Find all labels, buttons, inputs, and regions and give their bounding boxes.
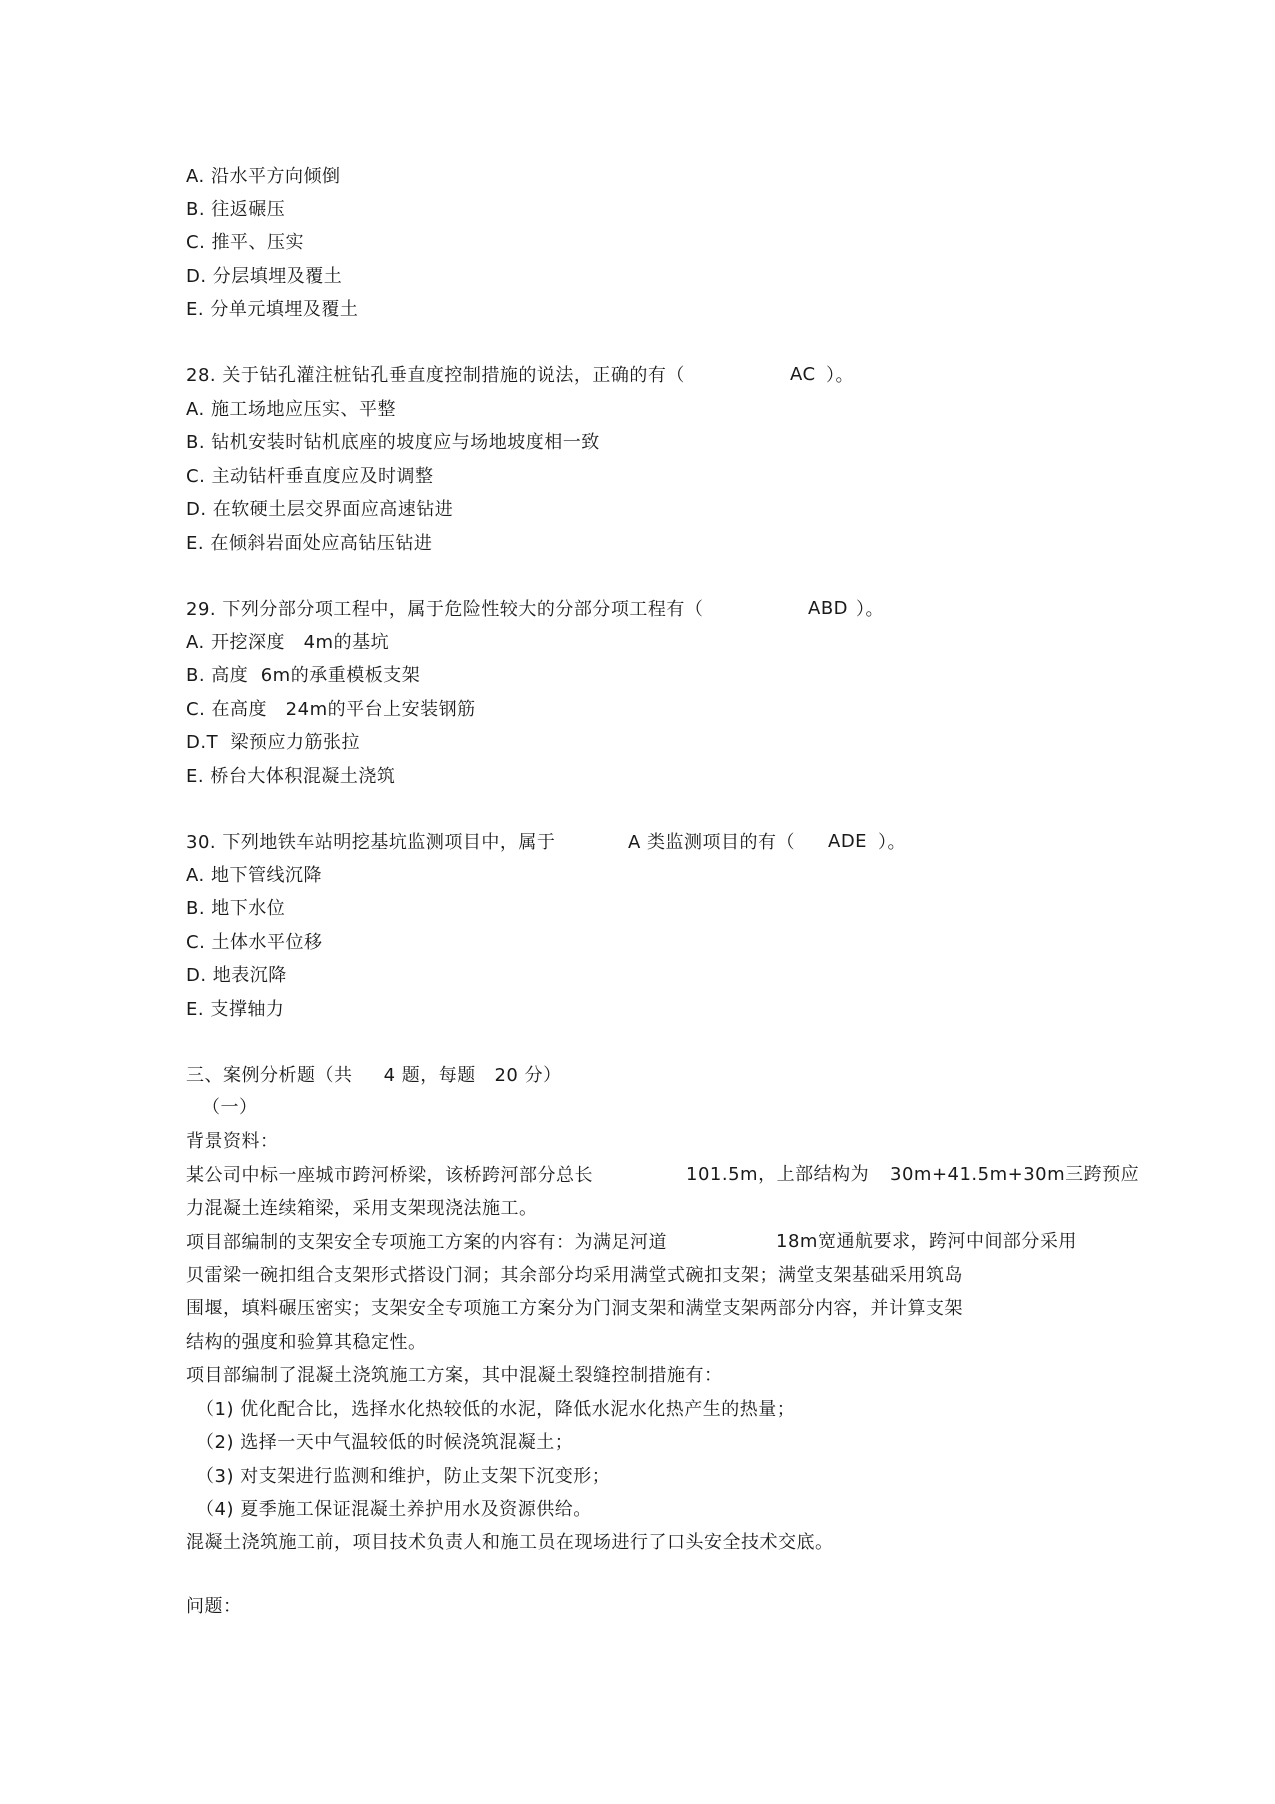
case-text-line: 围堰，填料碾压密实；支架安全专项施工方案分为门洞支架和满堂支架两部分内容，并计算支架: [186, 1298, 963, 1319]
q28-stem: 28. 关于钻孔灌注桩钻孔垂直度控制措施的说法，正确的有（: [186, 365, 685, 386]
q28-option-e: E. 在倾斜岩面处应高钻压钻进: [186, 533, 433, 554]
q28-option-c: C. 主动钻杆垂直度应及时调整: [186, 466, 434, 487]
case-text-line: （3) 对支架进行监测和维护，防止支架下沉变形；: [196, 1466, 611, 1487]
q29-stem-end: ）。: [856, 599, 884, 620]
question-label: 问题：: [186, 1596, 242, 1617]
q29-option-d: D.T 梁预应力筋张拉: [186, 732, 361, 753]
q29-option-b: B. 高度 6m的承重模板支架: [186, 665, 421, 686]
case-text-line: 力混凝土连续箱梁，采用支架现浇法施工。: [186, 1198, 538, 1219]
background-label: 背景资料：: [186, 1131, 279, 1152]
section-heading: 三、案例分析题（共 4 题，每题 20 分）: [186, 1065, 562, 1086]
q28-option-d: D. 在软硬土层交界面应高速钻进: [186, 499, 454, 520]
q30-option-d: D. 地表沉降: [186, 965, 287, 986]
case-text-line: （4) 夏季施工保证混凝土养护用水及资源供给。: [196, 1499, 592, 1520]
q30-stem-class: A 类监测项目的有（: [628, 832, 796, 853]
q27-option-d: D. 分层填埋及覆土: [186, 266, 343, 287]
q30-stem-end: ）。: [878, 832, 906, 853]
case-text-line: 项目部编制的支架安全专项施工方案的内容有：为满足河道: [186, 1232, 667, 1253]
q28-answer: AC: [790, 364, 816, 385]
case-text-line: 30m+41.5m+30m三跨预应: [890, 1164, 1140, 1185]
q30-answer: ADE: [828, 831, 868, 852]
case-text-line: （1) 优化配合比，选择水化热较低的水泥，降低水泥水化热产生的热量；: [196, 1399, 796, 1420]
q27-option-b: B. 往返碾压: [186, 199, 286, 220]
q27-option-e: E. 分单元填埋及覆土: [186, 299, 359, 320]
q29-option-a: A. 开挖深度 4m的基坑: [186, 632, 390, 653]
case-text-line: 贝雷梁一碗扣组合支架形式搭设门洞；其余部分均采用满堂式碗扣支架；满堂支架基础采用筑岛: [186, 1265, 963, 1286]
q29-option-c: C. 在高度 24m的平台上安装钢筋: [186, 699, 476, 720]
case-text-line: 混凝土浇筑施工前，项目技术负责人和施工员在现场进行了口头安全技术交底。: [186, 1532, 834, 1553]
case-number: （一）: [202, 1097, 258, 1118]
q30-option-a: A. 地下管线沉降: [186, 865, 322, 886]
q29-answer: ABD: [808, 598, 849, 619]
q28-option-a: A. 施工场地应压实、平整: [186, 399, 396, 420]
q28-option-b: B. 钻机安装时钻机底座的坡度应与场地坡度相一致: [186, 432, 600, 453]
q29-option-e: E. 桥台大体积混凝土浇筑: [186, 766, 396, 787]
q30-option-c: C. 土体水平位移: [186, 932, 323, 953]
case-text-line: （2) 选择一天中气温较低的时候浇筑混凝土；: [196, 1432, 574, 1453]
case-text-line: 18m宽通航要求，跨河中间部分采用: [776, 1231, 1077, 1252]
q28-stem-end: ）。: [826, 365, 854, 386]
case-text-line: 101.5m，上部结构为: [686, 1164, 870, 1185]
q30-option-b: B. 地下水位: [186, 898, 286, 919]
q27-option-a: A. 沿水平方向倾倒: [186, 166, 341, 187]
q30-stem: 30. 下列地铁车站明挖基坑监测项目中，属于: [186, 832, 556, 853]
case-text-line: 项目部编制了混凝土浇筑施工方案，其中混凝土裂缝控制措施有：: [186, 1365, 723, 1386]
q29-stem: 29. 下列分部分项工程中，属于危险性较大的分部分项工程有（: [186, 599, 704, 620]
case-text-line: 结构的强度和验算其稳定性。: [186, 1332, 427, 1353]
q30-option-e: E. 支撑轴力: [186, 999, 285, 1020]
case-text-line: 某公司中标一座城市跨河桥梁，该桥跨河部分总长: [186, 1165, 593, 1186]
q27-option-c: C. 推平、压实: [186, 232, 305, 253]
